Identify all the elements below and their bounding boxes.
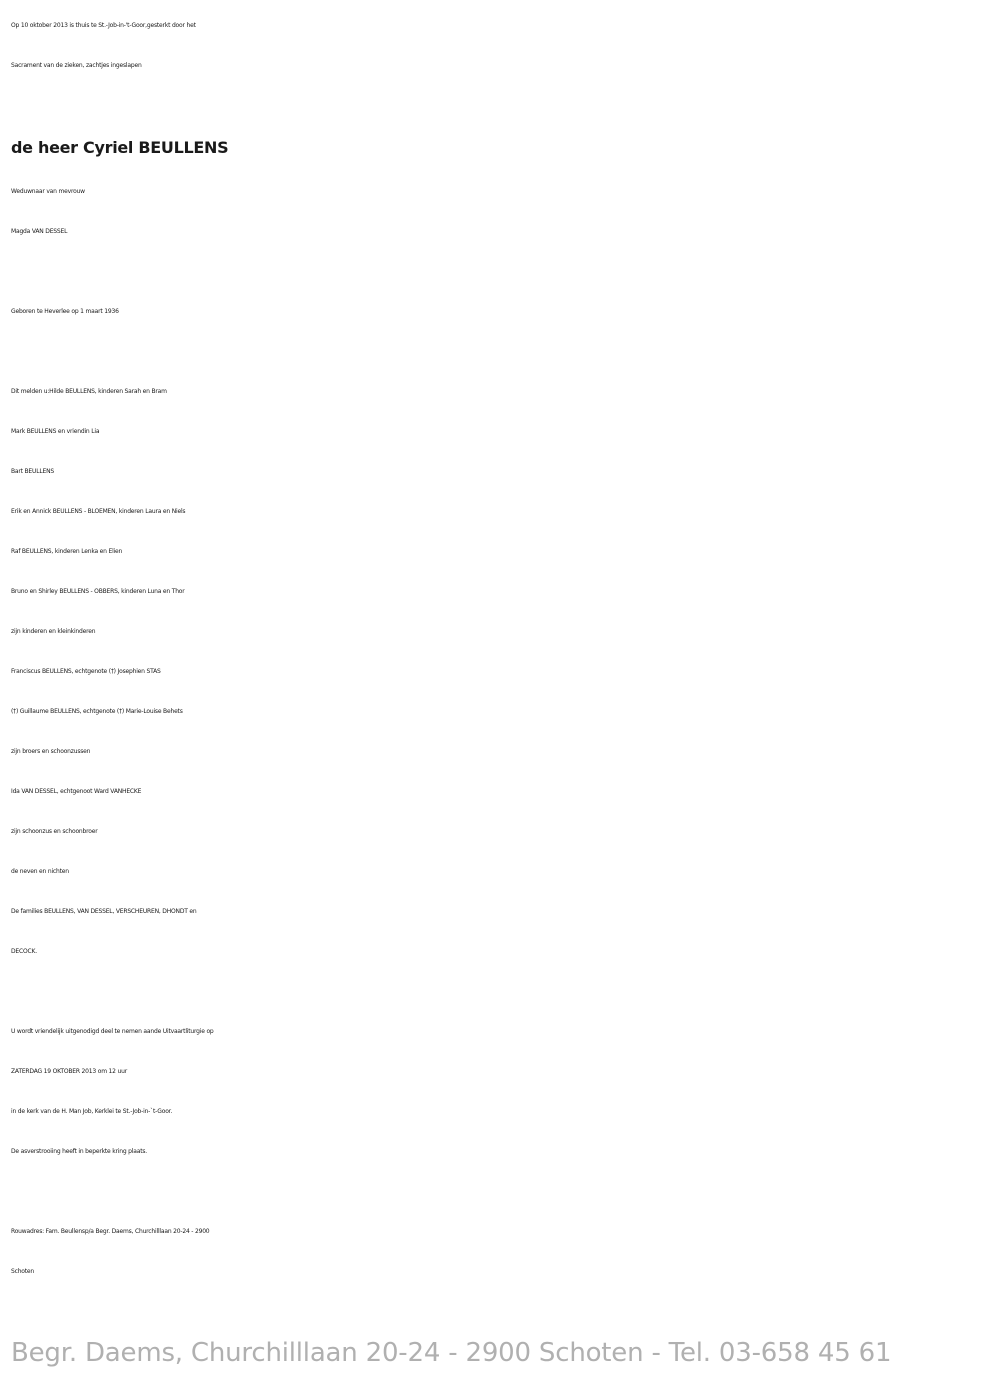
ceremony-line: De asverstrooiing heeft in beperkte kring plaats.: [11, 1148, 148, 1155]
spouse-block: [11, 172, 991, 252]
family-line: Mark BEULLENS en vriendin Lia: [11, 428, 100, 435]
family-line: de neven en nichten: [11, 868, 69, 875]
address-block: [11, 1212, 991, 1292]
address-line: Schoten: [11, 1268, 35, 1275]
intro-block: [11, 6, 991, 86]
family-line: Franciscus BEULLENS, echtgenote (†) Josephien STAS: [11, 668, 161, 675]
family-line: Dit melden u:Hilde BEULLENS, kinderen Sarah en Bram: [11, 388, 167, 395]
spacer: [11, 252, 991, 292]
obituary-notice: [11, 6, 991, 1292]
family-line: zijn kinderen en kleinkinderen: [11, 628, 96, 635]
deceased-name: de heer Cyriel BEULLENS: [11, 138, 229, 157]
family-line: Ida VAN DESSEL, echtgenoot Ward VANHECKE: [11, 788, 142, 795]
ceremony-block: [11, 1012, 991, 1172]
family-line: Erik en Annick BEULLENS - BLOEMEN, kinderen Laura en Niels: [11, 508, 186, 515]
spouse-line: Weduwnaar van mevrouw: [11, 188, 85, 195]
family-line: Raf BEULLENS, kinderen Lenka en Elien: [11, 548, 123, 555]
spacer: [11, 972, 991, 1012]
spacer: [11, 1172, 991, 1212]
family-line: De families BEULLENS, VAN DESSEL, VERSCHEUREN, DHONDT en: [11, 908, 197, 915]
family-line: Bruno en Shirley BEULLENS - OBBERS, kinderen Luna en Thor: [11, 588, 185, 595]
funeral-home-footer: Begr. Daems, Churchilllaan 20-24 - 2900 Schoten - Tel. 03-658 45 61: [11, 1338, 892, 1368]
ceremony-line: ZATERDAG 19 OKTOBER 2013 om 12 uur: [11, 1068, 127, 1075]
family-line: (†) Guillaume BEULLENS, echtgenote (†) Marie-Louise Behets: [11, 708, 183, 715]
family-block: [11, 372, 991, 972]
family-line: zijn broers en schoonzussen: [11, 748, 91, 755]
intro-line: Op 10 oktober 2013 is thuis te St.-Job-in-'t-Goor,gesterkt door het: [11, 22, 196, 29]
family-line: DECOCK.: [11, 948, 37, 955]
spacer: [11, 332, 991, 372]
ceremony-line: U wordt vriendelijk uitgenodigd deel te nemen aande Uitvaartliturgie op: [11, 1028, 214, 1035]
family-line: Bart BEULLENS: [11, 468, 54, 475]
birth-info: Geboren te Heverlee op 1 maart 1936: [11, 308, 119, 315]
spouse-line: Magda VAN DESSEL: [11, 228, 68, 235]
address-line: Rouwadres: Fam. Beullensp/a Begr. Daems, Churchilllaan 20-24 - 2900: [11, 1228, 210, 1235]
ceremony-line: in de kerk van de H. Man Job, Kerklei te St.-Job-in-`t-Goor.: [11, 1108, 173, 1115]
intro-line: Sacrament van de zieken, zachtjes ingeslapen: [11, 62, 142, 69]
family-line: zijn schoonzus en schoonbroer: [11, 828, 98, 835]
